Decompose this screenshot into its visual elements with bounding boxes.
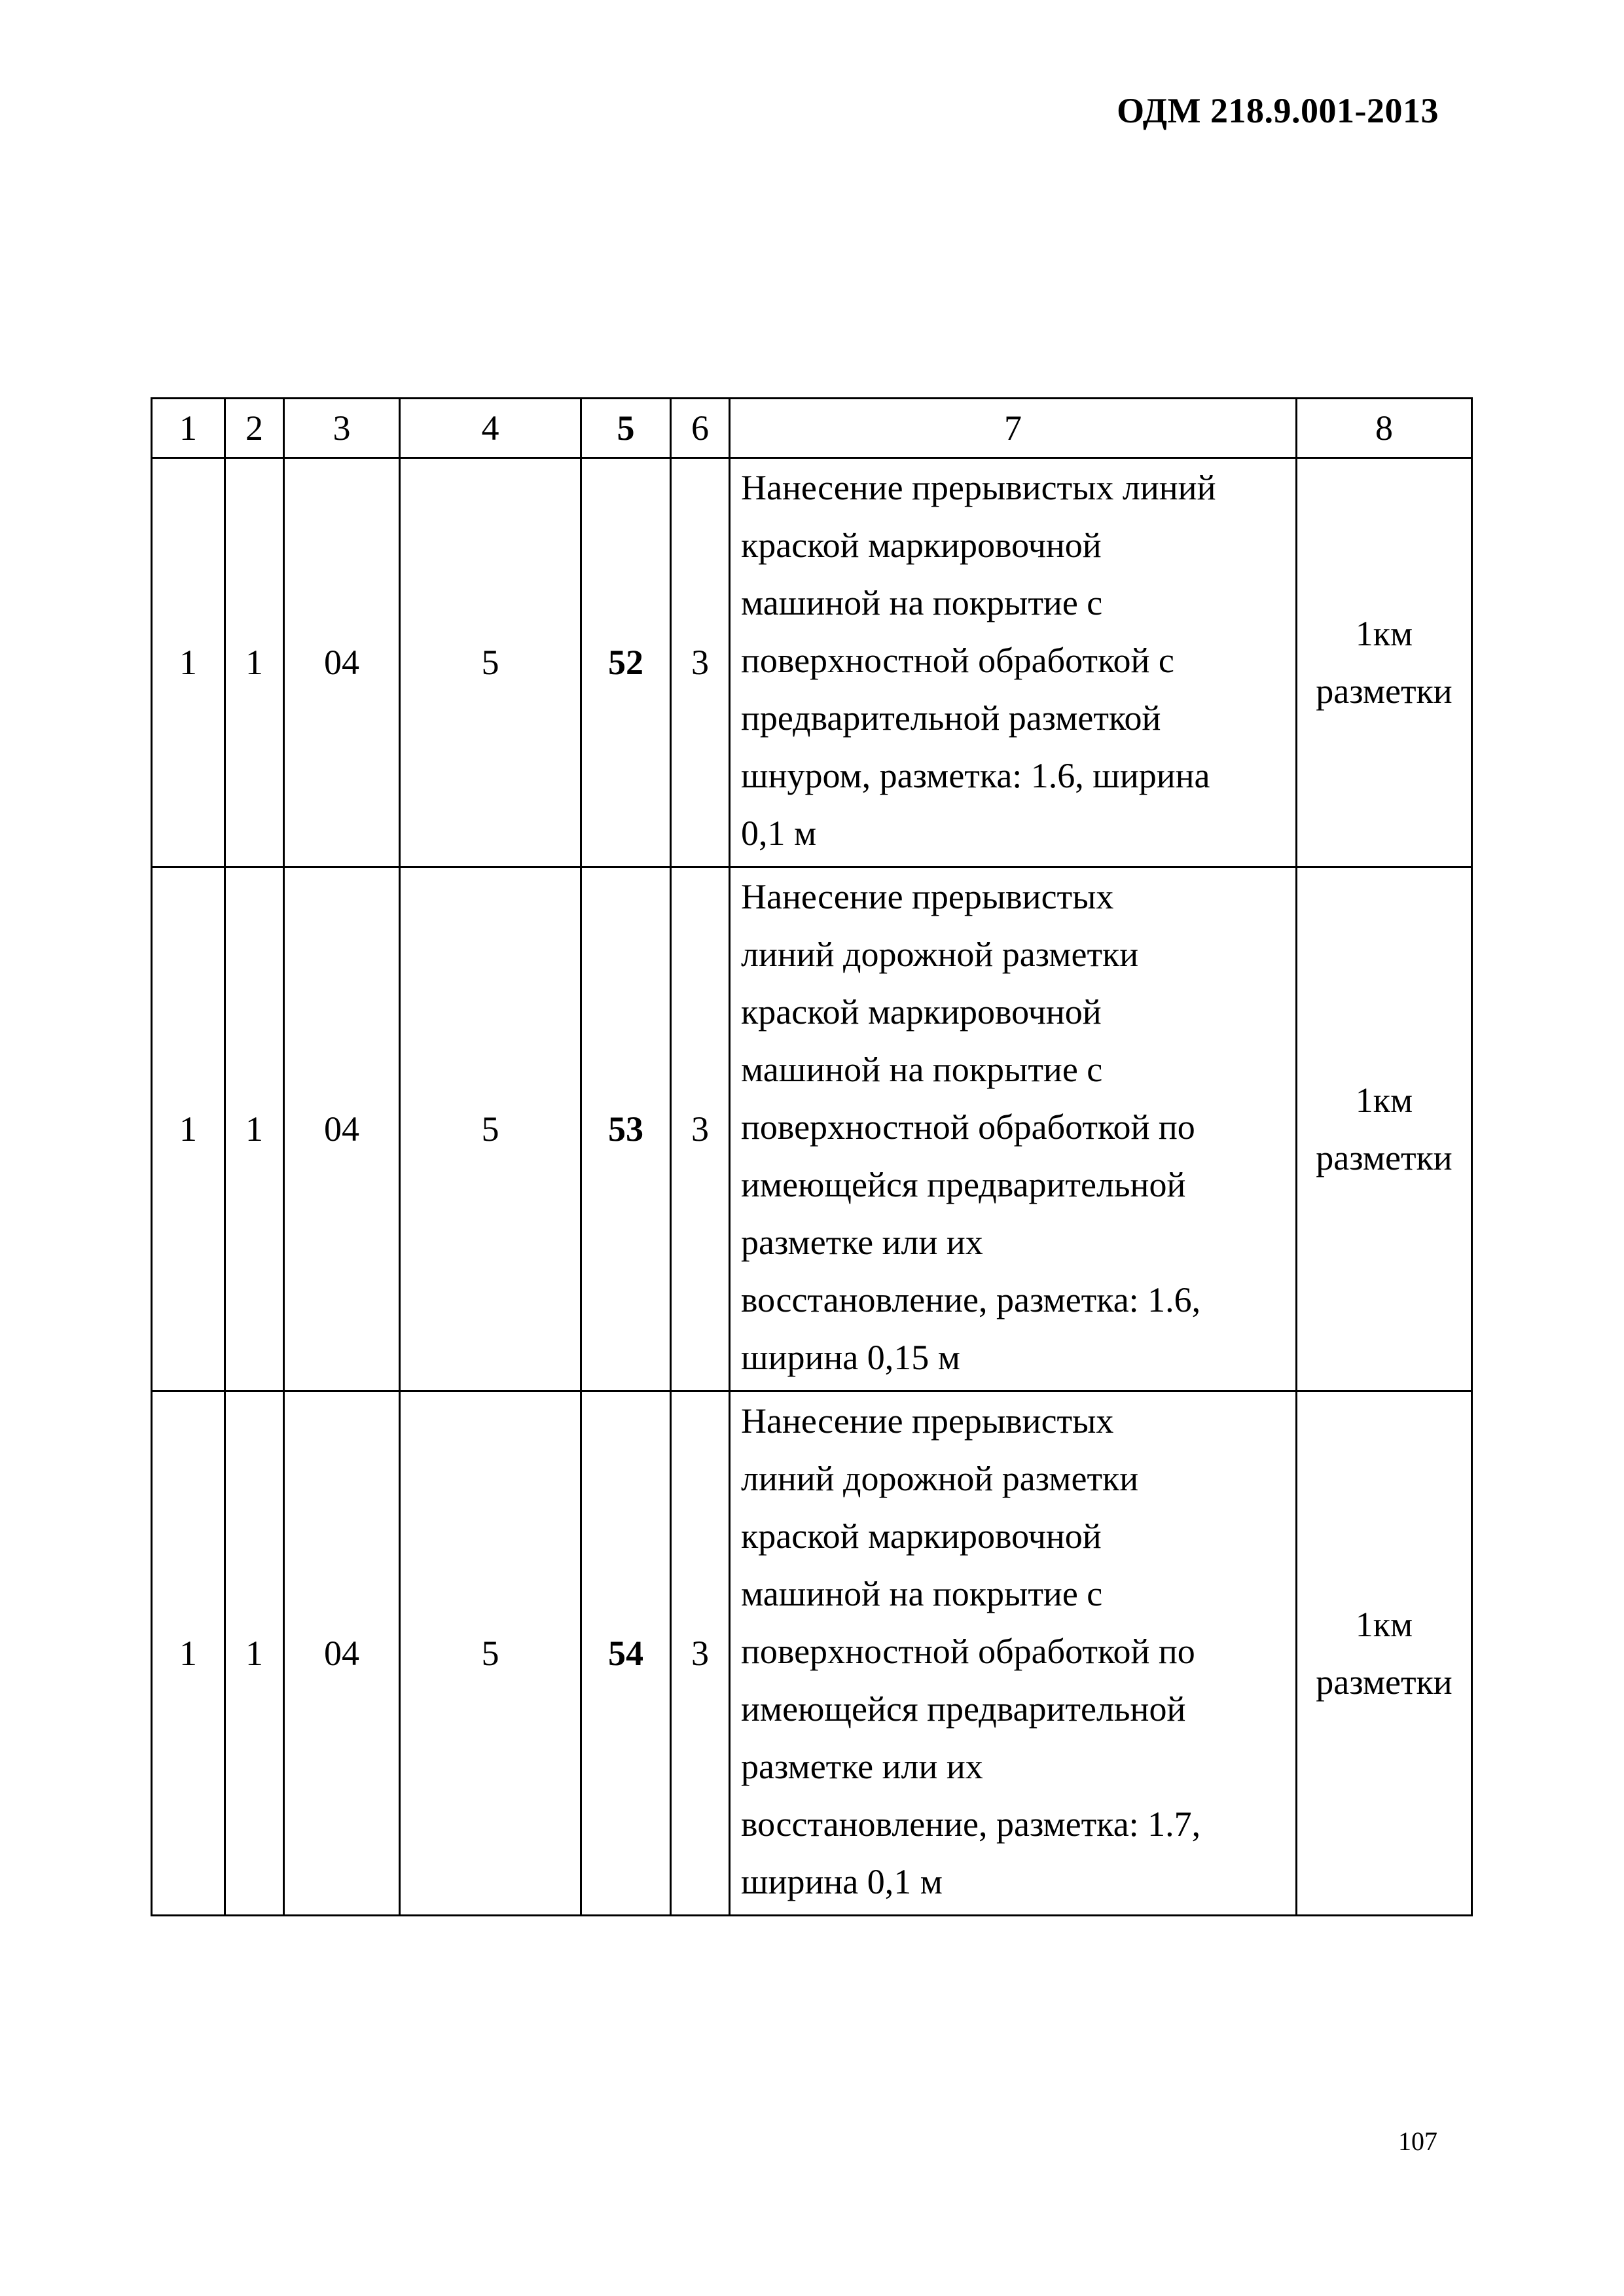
unit-line: разметки — [1316, 672, 1453, 711]
cell-col6: 3 — [671, 867, 730, 1391]
specification-table — [151, 397, 1473, 1916]
header-cell: 2 — [225, 399, 284, 458]
description-line: машиной на покрытие с — [741, 1050, 1103, 1089]
description-line: шнуром, разметка: 1.6, ширина — [741, 756, 1210, 795]
cell-unit — [1297, 1391, 1472, 1916]
description-line: 0,1 м — [741, 814, 817, 853]
cell-col3: 04 — [284, 458, 400, 867]
cell-col4: 5 — [400, 1391, 581, 1916]
cell-col6: 3 — [671, 1391, 730, 1916]
unit-line: 1км — [1355, 1081, 1413, 1120]
description-line: поверхностной обработкой по — [741, 1107, 1195, 1147]
description-line: Нанесение прерывистых линий — [741, 468, 1216, 507]
description-line: ширина 0,1 м — [741, 1862, 943, 1901]
description-line: краской маркировочной — [741, 1516, 1102, 1556]
description-line: разметке или их — [741, 1747, 983, 1786]
description-line: Нанесение прерывистых — [741, 877, 1114, 916]
cell-description — [730, 867, 1297, 1391]
description-line: восстановление, разметка: 1.6, — [741, 1280, 1201, 1319]
description-line: краской маркировочной — [741, 992, 1102, 1031]
description-line: предварительной разметкой — [741, 698, 1161, 738]
description-line: поверхностной обработкой по — [741, 1632, 1195, 1671]
description-line: машиной на покрытие с — [741, 1574, 1103, 1613]
description-line: машиной на покрытие с — [741, 583, 1103, 622]
cell-col1: 1 — [152, 458, 225, 867]
description-line: имеющейся предварительной — [741, 1689, 1186, 1729]
cell-col2: 1 — [225, 458, 284, 867]
document-code: ОДМ 218.9.001-2013 — [1117, 91, 1439, 130]
cell-description — [730, 458, 1297, 867]
cell-col1: 1 — [152, 1391, 225, 1916]
cell-col3: 04 — [284, 1391, 400, 1916]
description-line: разметке или их — [741, 1223, 983, 1262]
cell-col3: 04 — [284, 867, 400, 1391]
cell-col1: 1 — [152, 867, 225, 1391]
description-line: восстановление, разметка: 1.7, — [741, 1804, 1201, 1844]
cell-col6: 3 — [671, 458, 730, 867]
table-row — [152, 867, 1472, 1391]
header-cell: 1 — [152, 399, 225, 458]
unit-line: 1км — [1355, 1605, 1413, 1644]
unit-line: 1км — [1355, 614, 1413, 653]
description-line: Нанесение прерывистых — [741, 1401, 1114, 1441]
page-number: 107 — [1398, 2126, 1437, 2156]
header-cell: 4 — [400, 399, 581, 458]
table-row — [152, 1391, 1472, 1916]
description-line: краской маркировочной — [741, 526, 1102, 565]
cell-col5: 54 — [581, 1391, 671, 1916]
description-line: линий дорожной разметки — [741, 935, 1139, 974]
cell-col2: 1 — [225, 1391, 284, 1916]
cell-description — [730, 1391, 1297, 1916]
header-cell: 3 — [284, 399, 400, 458]
cell-col5: 52 — [581, 458, 671, 867]
cell-col4: 5 — [400, 458, 581, 867]
cell-unit — [1297, 867, 1472, 1391]
header-cell: 7 — [730, 399, 1297, 458]
description-line: поверхностной обработкой с — [741, 641, 1174, 680]
header-cell: 5 — [581, 399, 671, 458]
table-header-row — [152, 399, 1472, 458]
cell-unit — [1297, 458, 1472, 867]
header-cell: 8 — [1297, 399, 1472, 458]
unit-line: разметки — [1316, 1138, 1453, 1177]
description-line: ширина 0,15 м — [741, 1338, 960, 1377]
description-line: имеющейся предварительной — [741, 1165, 1186, 1204]
unit-line: разметки — [1316, 1662, 1453, 1702]
table-row — [152, 458, 1472, 867]
cell-col2: 1 — [225, 867, 284, 1391]
cell-col5: 53 — [581, 867, 671, 1391]
cell-col4: 5 — [400, 867, 581, 1391]
description-line: линий дорожной разметки — [741, 1459, 1139, 1498]
header-cell: 6 — [671, 399, 730, 458]
